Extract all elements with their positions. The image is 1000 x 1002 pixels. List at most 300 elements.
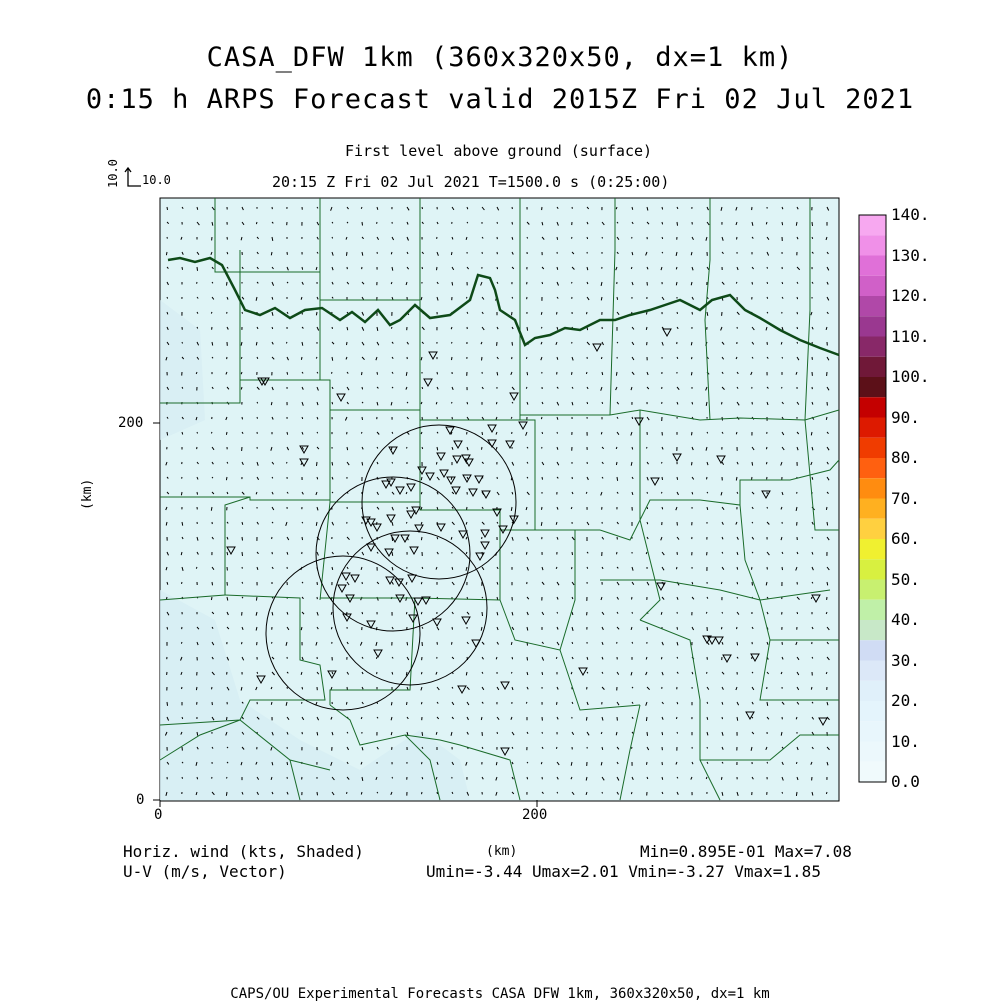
wind-vector <box>467 507 468 510</box>
wind-vector <box>572 372 573 375</box>
colorbar-swatch <box>859 580 886 600</box>
x-tick-200: 200 <box>522 807 547 823</box>
wind-vector <box>451 252 452 255</box>
wind-vector <box>527 237 528 239</box>
wind-vector <box>452 567 453 570</box>
title-line-2: 0:15 h ARPS Forecast valid 2015Z Fri 02 Jul 2021 <box>0 84 1000 115</box>
wind-vector <box>422 762 423 764</box>
wind-vector <box>212 342 213 346</box>
wind-vector <box>766 462 767 464</box>
wind-vector <box>362 372 363 375</box>
wind-vector <box>452 402 453 403</box>
wind-vector <box>646 327 647 330</box>
wind-vector <box>721 777 722 780</box>
wind-vector <box>541 312 542 315</box>
wind-vector <box>827 582 828 585</box>
wind-vector <box>242 537 243 541</box>
colorbar-label: 120. <box>891 286 930 305</box>
wind-vector <box>782 387 783 388</box>
wind-vector <box>392 777 393 778</box>
wind-vector <box>542 672 543 675</box>
wind-vector <box>317 792 318 795</box>
wind-vector <box>212 687 213 689</box>
wind-vector <box>752 462 753 466</box>
wind-vector <box>362 612 363 614</box>
wind-vector <box>362 387 363 389</box>
wind-vector <box>602 747 603 750</box>
uv-range-readout: Umin=-3.44 Umax=2.01 Vmin=-3.27 Vmax=1.85 <box>426 862 821 881</box>
wind-vector <box>392 672 393 675</box>
wind-vector <box>227 282 228 286</box>
wind-vector <box>406 612 407 614</box>
wind-vector <box>271 402 272 405</box>
wind-vector <box>631 267 632 269</box>
wind-vector <box>197 207 198 210</box>
wind-vector <box>617 477 618 481</box>
wind-vector <box>302 687 303 689</box>
wind-vector <box>391 702 392 705</box>
wind-vector <box>782 357 783 359</box>
wind-vector <box>421 582 422 584</box>
wind-vector <box>557 792 558 793</box>
title-line-1: CASA_DFW 1km (360x320x50, dx=1 km) <box>0 42 1000 73</box>
wind-vector <box>812 537 813 539</box>
wind-vector <box>662 477 663 480</box>
wind-vector <box>182 432 183 435</box>
wind-vector <box>796 762 797 764</box>
wind-vector <box>782 567 783 570</box>
wind-vector <box>692 432 693 435</box>
wind-vector <box>662 207 663 210</box>
wind-vector <box>182 582 183 584</box>
wind-vector <box>452 282 453 285</box>
wind-vector <box>407 447 408 449</box>
wind-vector <box>196 567 197 569</box>
wind-vector <box>347 342 348 345</box>
wind-vector <box>677 657 678 659</box>
wind-vector <box>796 792 797 796</box>
wind-vector <box>556 747 557 749</box>
shaded-variable-label: Horiz. wind (kts, Shaded) <box>123 842 364 861</box>
reference-vector-icon <box>125 168 141 186</box>
wind-vector <box>676 717 677 719</box>
wind-vector <box>242 642 243 644</box>
wind-vector <box>766 222 767 224</box>
colorbar-swatch <box>859 559 886 579</box>
wind-vector <box>662 777 663 780</box>
wind-vector <box>511 642 512 645</box>
colorbar-swatch <box>859 296 886 316</box>
wind-vector <box>826 507 827 510</box>
wind-vector <box>707 492 708 493</box>
wind-vector <box>482 432 483 435</box>
wind-vector <box>227 777 228 779</box>
wind-vector <box>782 222 783 225</box>
wind-vector <box>497 267 498 269</box>
wind-vector <box>196 687 197 690</box>
wind-vector <box>467 402 468 404</box>
wind-vector <box>722 612 723 614</box>
wind-vector <box>452 357 453 360</box>
wind-vector <box>557 267 558 270</box>
wind-vector <box>542 432 543 434</box>
wind-vector <box>331 627 332 629</box>
colorbar-swatch <box>859 478 886 498</box>
wind-vector <box>707 702 708 704</box>
wind-vector <box>527 657 528 660</box>
wind-vector <box>287 762 288 765</box>
wind-vector <box>167 702 168 706</box>
wind-vector <box>601 432 602 434</box>
wind-vector <box>661 657 662 659</box>
wind-vector <box>541 522 542 526</box>
wind-vector <box>257 402 258 403</box>
reference-vector-label-vertical: 10.0 <box>106 159 120 188</box>
wind-vector <box>647 732 648 736</box>
x-axis-label: (km) <box>486 844 517 859</box>
wind-vector <box>422 387 423 389</box>
wind-vector <box>421 477 422 480</box>
wind-vector <box>226 792 227 796</box>
colorbar-swatch <box>859 721 886 741</box>
colorbar-swatch <box>859 215 886 235</box>
wind-vector <box>572 567 573 569</box>
wind-vector <box>197 327 198 329</box>
wind-vector <box>167 297 168 299</box>
wind-vector <box>557 702 558 705</box>
wind-vector <box>556 657 557 659</box>
colorbar-swatch <box>859 256 886 276</box>
wind-vector <box>647 492 648 494</box>
wind-vector <box>437 447 438 450</box>
wind-vector <box>541 327 542 328</box>
colorbar-swatch <box>859 661 886 681</box>
wind-vector <box>677 312 678 314</box>
wind-vector <box>797 297 798 299</box>
wind-vector <box>796 222 797 226</box>
wind-vector <box>452 642 453 645</box>
wind-vector <box>421 612 422 614</box>
wind-vector <box>692 462 693 465</box>
wind-vector <box>497 372 498 375</box>
wind-vector <box>616 462 617 465</box>
wind-vector <box>347 447 348 450</box>
wind-vector <box>332 567 333 570</box>
wind-vector <box>332 372 333 374</box>
wind-vector <box>602 372 603 375</box>
wind-vector <box>242 552 243 556</box>
wind-vector <box>332 237 333 238</box>
wind-vector <box>181 492 182 495</box>
wind-vector <box>826 417 827 420</box>
wind-vector <box>797 327 798 329</box>
wind-vector <box>421 672 422 674</box>
wind-vector <box>587 567 588 569</box>
wind-vector <box>301 357 302 360</box>
wind-vector <box>736 282 737 284</box>
wind-vector <box>332 327 333 329</box>
wind-vector <box>437 372 438 374</box>
colorbar-label: 50. <box>891 570 920 589</box>
wind-vector <box>797 312 798 314</box>
wind-vector <box>766 447 767 449</box>
wind-vector <box>767 267 768 269</box>
wind-vector <box>662 462 663 464</box>
wind-vector <box>601 357 602 359</box>
y-tick-200: 200 <box>118 415 143 431</box>
wind-vector <box>496 447 497 450</box>
wind-vector <box>392 552 393 556</box>
colorbar-swatch <box>859 742 886 762</box>
wind-vector <box>316 312 317 315</box>
colorbar-swatch <box>859 499 886 519</box>
wind-vector <box>182 522 183 526</box>
wind-vector <box>481 717 482 720</box>
colorbar-swatch <box>859 519 886 539</box>
wind-vector <box>572 552 573 555</box>
wind-vector <box>707 507 708 510</box>
wind-vector <box>542 732 543 734</box>
wind-vector <box>211 507 212 511</box>
wind-vector <box>812 237 813 239</box>
wind-vector <box>646 312 647 315</box>
wind-vector <box>197 777 198 779</box>
wind-vector <box>482 447 483 450</box>
wind-vector <box>452 342 453 344</box>
wind-vector <box>257 672 258 674</box>
wind-vector <box>227 462 228 464</box>
colorbar <box>859 215 886 782</box>
wind-vector <box>302 417 303 419</box>
colorbar-swatch <box>859 681 886 701</box>
wind-vector <box>617 297 618 300</box>
colorbar-label: 130. <box>891 246 930 265</box>
wind-vector <box>767 282 768 284</box>
wind-vector <box>482 597 483 598</box>
colorbar-label: 140. <box>891 205 930 224</box>
wind-vector <box>737 597 738 599</box>
wind-vector <box>557 237 558 240</box>
wind-vector <box>361 432 362 434</box>
wind-vector <box>631 792 632 794</box>
wind-vector <box>647 762 648 765</box>
wind-vector <box>212 582 213 585</box>
wind-vector <box>302 702 303 704</box>
wind-vector <box>632 642 633 644</box>
wind-vector <box>271 252 272 255</box>
wind-vector <box>736 477 737 481</box>
wind-vector <box>482 357 483 360</box>
wind-vector <box>676 267 677 269</box>
wind-vector <box>811 432 812 435</box>
wind-vector <box>272 327 273 329</box>
wind-vector <box>346 702 347 705</box>
colorbar-swatch <box>859 438 886 458</box>
wind-vector <box>526 357 527 359</box>
wind-vector <box>347 327 348 330</box>
colorbar-swatch <box>859 539 886 559</box>
wind-vector <box>347 252 348 256</box>
wind-vector <box>737 567 738 570</box>
wind-vector <box>421 537 422 540</box>
wind-vector <box>317 462 318 466</box>
wind-vector <box>692 357 693 359</box>
colorbar-label: 30. <box>891 651 920 670</box>
wind-vector <box>256 342 257 345</box>
wind-vector <box>707 672 708 674</box>
wind-vector <box>272 477 273 478</box>
wind-vector <box>497 222 498 224</box>
wind-vector <box>647 627 648 630</box>
wind-vector <box>302 267 303 270</box>
wind-vector <box>662 732 663 735</box>
wind-vector <box>721 627 722 629</box>
colorbar-swatch <box>859 418 886 438</box>
wind-vector <box>452 627 453 630</box>
wind-vector <box>691 342 692 345</box>
wind-vector <box>391 252 392 254</box>
wind-vector <box>317 432 318 433</box>
wind-vector <box>811 687 812 690</box>
wind-vector <box>482 612 483 616</box>
wind-vector <box>182 267 183 270</box>
vector-variable-label: U-V (m/s, Vector) <box>123 862 287 881</box>
wind-vector <box>256 597 257 601</box>
wind-vector <box>752 282 753 285</box>
wind-vector <box>242 417 243 419</box>
wind-vector <box>422 792 423 794</box>
wind-vector <box>496 762 497 765</box>
colorbar-label: 40. <box>891 610 920 629</box>
wind-vector <box>167 627 168 630</box>
wind-vector <box>677 477 678 480</box>
wind-vector <box>197 732 198 736</box>
wind-vector <box>586 717 587 721</box>
wind-vector <box>271 702 272 705</box>
wind-vector <box>632 207 633 210</box>
wind-vector <box>707 432 708 433</box>
wind-vector <box>167 432 168 435</box>
wind-vector <box>692 402 693 404</box>
wind-vector <box>677 222 678 226</box>
wind-vector <box>512 297 513 299</box>
wind-vector <box>227 717 228 720</box>
x-tick-0: 0 <box>154 807 162 823</box>
wind-vector <box>466 297 467 298</box>
wind-vector <box>181 642 182 644</box>
reference-vector-label-horizontal: 10.0 <box>142 173 171 187</box>
wind-vector <box>166 252 167 255</box>
colorbar-swatch <box>859 701 886 721</box>
wind-vector <box>256 222 257 224</box>
subtitle-time: 20:15 Z Fri 02 Jul 2021 T=1500.0 s (0:25:00) <box>272 173 669 191</box>
wind-vector <box>406 672 407 676</box>
wind-vector <box>632 747 633 749</box>
wind-vector <box>361 792 362 795</box>
subtitle-level: First level above ground (surface) <box>345 142 652 160</box>
wind-vector <box>512 342 513 346</box>
wind-vector <box>707 747 708 749</box>
wind-vector <box>316 522 317 526</box>
wind-vector <box>497 732 498 734</box>
wind-vector <box>511 672 512 674</box>
wind-vector <box>437 267 438 270</box>
wind-vector <box>241 387 242 390</box>
wind-vector <box>272 642 273 644</box>
wind-vector <box>542 477 543 480</box>
wind-vector <box>737 237 738 240</box>
wind-vector <box>526 387 527 389</box>
colorbar-swatch <box>859 316 886 336</box>
colorbar-label: 70. <box>891 489 920 508</box>
wind-vector <box>767 702 768 706</box>
wind-vector <box>211 312 212 314</box>
colorbar-swatch <box>859 337 886 357</box>
wind-vector <box>422 732 423 736</box>
wind-vector <box>512 222 513 225</box>
footer-credit: CAPS/OU Experimental Forecasts CASA DFW 1km, 360x320x50, dx=1 km <box>0 986 1000 1002</box>
colorbar-swatch <box>859 762 886 782</box>
wind-vector <box>617 552 618 554</box>
wind-vector <box>182 342 183 344</box>
wind-vector <box>752 522 753 523</box>
wind-vector <box>527 327 528 331</box>
wind-vector <box>526 552 527 555</box>
wind-vector <box>812 657 813 659</box>
wind-vector <box>362 462 363 465</box>
wind-vector <box>632 612 633 614</box>
wind-vector <box>602 792 603 794</box>
wind-vector <box>467 222 468 223</box>
wind-vector <box>391 327 392 329</box>
wind-vector <box>827 522 828 525</box>
wind-vector <box>421 702 422 704</box>
wind-vector <box>437 522 438 524</box>
colorbar-swatch <box>859 357 886 377</box>
wind-vector <box>197 492 198 495</box>
colorbar-swatch <box>859 377 886 397</box>
wind-vector <box>752 567 753 570</box>
wind-vector <box>512 657 513 659</box>
wind-vector <box>811 597 812 599</box>
wind-vector <box>211 597 212 600</box>
wind-vector <box>541 417 542 419</box>
wind-vector <box>646 717 647 721</box>
wind-vector <box>406 522 407 524</box>
wind-vector <box>736 432 737 434</box>
wind-vector <box>647 507 648 509</box>
wind-vector <box>527 777 528 779</box>
wind-vector <box>226 432 227 435</box>
wind-vector <box>317 732 318 735</box>
wind-vector <box>542 507 543 510</box>
colorbar-label: 110. <box>891 327 930 346</box>
wind-vector <box>557 312 558 315</box>
wind-vector <box>466 672 467 675</box>
wind-vector <box>197 432 198 434</box>
wind-vector <box>662 252 663 253</box>
wind-vector <box>602 402 603 404</box>
wind-vector <box>826 792 827 794</box>
wind-vector <box>587 312 588 314</box>
wind-vector <box>692 492 693 494</box>
wind-vector <box>422 267 423 269</box>
wind-vector <box>182 687 183 689</box>
wind-vector <box>467 597 468 599</box>
wind-vector <box>662 237 663 239</box>
wind-vector <box>541 762 542 764</box>
wind-vector <box>767 762 768 763</box>
